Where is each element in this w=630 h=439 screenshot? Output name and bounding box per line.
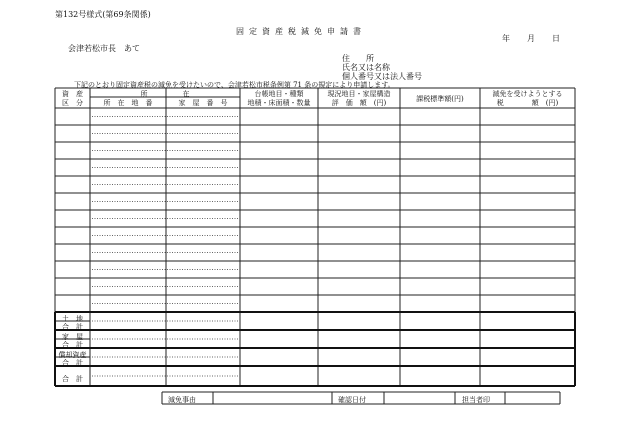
name-label: 氏名又は名称 [342, 63, 390, 72]
staff-seal-label: 担当者印 [462, 396, 490, 404]
summary-land-total-label: 合 計 [62, 323, 83, 331]
summary-house-total-label: 合 計 [62, 341, 83, 349]
summary-grand-total-label: 合 計 [62, 375, 83, 383]
header-register-line2: 地積・床面積・数量 [247, 99, 311, 107]
header-register-line1: 台帳地目・種類 [254, 90, 304, 98]
header-current-line2: 評 価 額 (円) [331, 99, 387, 107]
header-current-line1: 現況地目・家屋構造 [327, 90, 391, 98]
summary-depreciable-total-label: 合 計 [62, 359, 83, 367]
header-location: 所 在 [140, 90, 190, 98]
header-lot-number: 所 在 地 番 [103, 99, 153, 107]
date-month-label: 月 [527, 34, 535, 43]
intro-text: 下記のとおり固定資産税の減免を受けたいので、会津若松市税条例第 71 条の規定により申請します。 [74, 81, 395, 89]
date-year-label: 年 [502, 34, 510, 43]
date-day-label: 日 [552, 34, 560, 43]
reduction-reason-label: 減免事由 [168, 396, 196, 404]
id-number-label: 個人番号又は法人番号 [342, 72, 422, 81]
header-reduction-line2: 税 額 (円) [496, 99, 559, 107]
header-category-line2: 区 分 [62, 99, 83, 107]
header-tax-base: 課税標準額(円) [416, 95, 464, 103]
header-category-line1: 資 産 [62, 90, 83, 98]
document-title: 固定資産税減免申請書 [236, 27, 366, 36]
summary-depreciable-label: 償却資産 [58, 351, 87, 359]
header-house-number: 家 屋 番 号 [178, 99, 228, 107]
summary-house-label: 家 屋 [62, 333, 83, 341]
addressee: 会津若松市長 あて [68, 44, 140, 53]
summary-land-label: 土 地 [62, 315, 83, 323]
form-number: 第132号様式(第69条関係) [55, 10, 151, 19]
address-label: 住 所 [342, 54, 374, 63]
header-reduction-line1: 減免を受けようとする [492, 90, 563, 98]
confirm-date-label: 確認日付 [338, 396, 366, 404]
